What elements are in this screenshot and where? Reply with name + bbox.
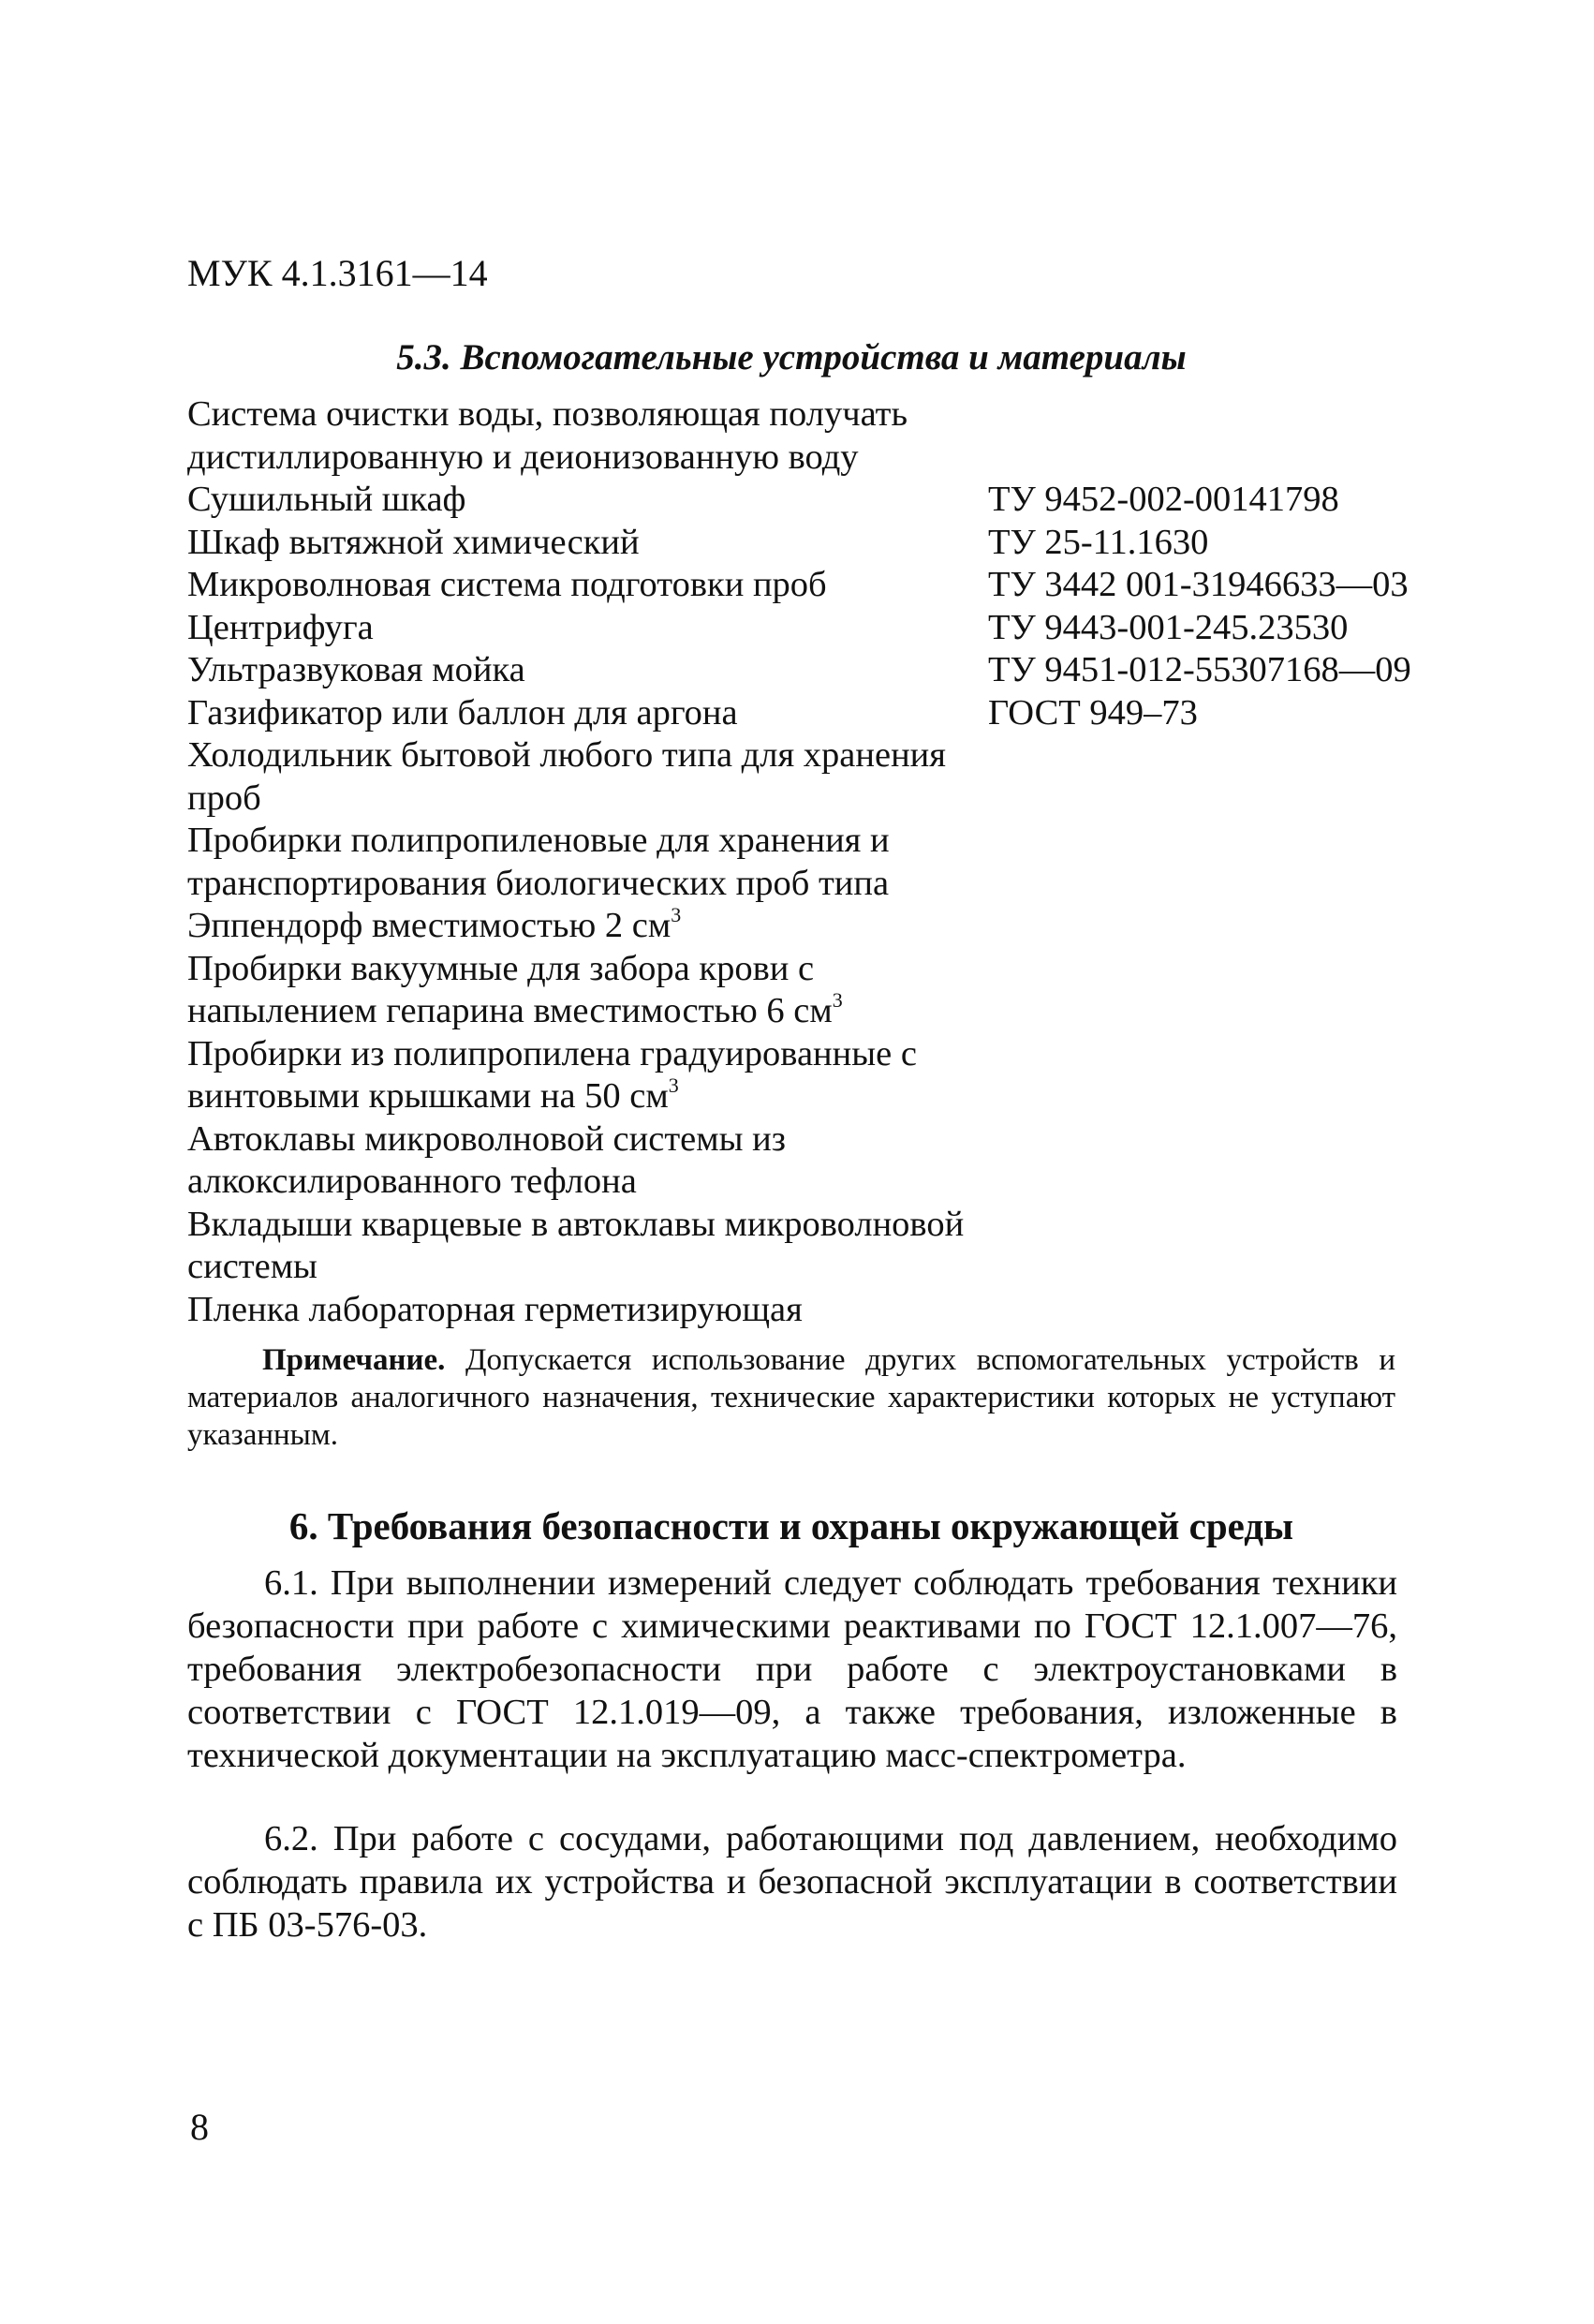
equipment-name: Пленка лабораторная герметизирующая bbox=[187, 1289, 803, 1329]
equipment-row bbox=[187, 948, 1442, 1033]
equipment-row bbox=[187, 734, 1442, 820]
equipment-row bbox=[187, 820, 1442, 948]
equipment-row bbox=[187, 692, 1442, 735]
page-number: 8 bbox=[190, 2106, 209, 2148]
equipment-row bbox=[187, 1289, 1442, 1332]
equipment-name bbox=[187, 1033, 983, 1118]
equipment-name: Система очистки воды, позволяющая получать дистиллированную и деионизованную воду bbox=[187, 394, 908, 477]
equipment-standard: ТУ 9451-012-55307168—09 bbox=[988, 650, 1411, 689]
equipment-standard: ТУ 3442 001-31946633—03 bbox=[988, 565, 1409, 604]
equipment-standard: ТУ 9452-002-00141798 bbox=[988, 480, 1339, 519]
superscript: 3 bbox=[671, 903, 682, 926]
equipment-name: Ультразвуковая мойка bbox=[187, 650, 525, 689]
equipment-standard: ТУ 9443-001-245.23530 bbox=[988, 607, 1349, 647]
equipment-name bbox=[187, 948, 983, 1033]
equipment-name: Автоклавы микроволновой системы из алкоксилированного тефлона bbox=[187, 1118, 786, 1201]
equipment-row bbox=[187, 564, 1442, 607]
paragraph: 6.2. При работе с сосудами, работающими под давлением, необходимо соблюдать правила их устройства и безопасной эксплуатации в соответствии с ПБ 03-576-03. bbox=[187, 1819, 1397, 1945]
paragraph: 6.1. При выполнении измерений следует соблюдать требования техники безопасности при работе с химическими реактивами по ГОСТ 12.1.007—76, требования электробезопасности при работе с электроустановками в соответствии с ГОСТ 12.1.019—09, а также требования, изложенные в технической документации на эксплуатацию масс-спектрометра. bbox=[187, 1563, 1397, 1775]
equipment-standard: ТУ 25-11.1630 bbox=[988, 522, 1209, 562]
equipment-name: Сушильный шкаф bbox=[187, 480, 466, 519]
equipment-row bbox=[187, 607, 1442, 650]
equipment-row bbox=[187, 522, 1442, 565]
equipment-standard: ГОСТ 949–73 bbox=[988, 692, 1198, 733]
superscript: 3 bbox=[832, 988, 843, 1012]
equipment-row bbox=[187, 1033, 1442, 1118]
equipment-row bbox=[187, 649, 1442, 692]
superscript: 3 bbox=[668, 1073, 679, 1097]
note-text: Допускается использование других вспомогательных устройств и материалов аналогичного назначения, технические характеристики которых не уступают указанным. bbox=[187, 1343, 1395, 1452]
chapter-heading: 6. Требования безопасности и охраны окружающей среды bbox=[288, 1504, 1294, 1547]
equipment-row bbox=[187, 1118, 1442, 1204]
equipment-name bbox=[187, 820, 983, 948]
equipment-name: Холодильник бытовой любого типа для хранения проб bbox=[187, 735, 946, 818]
equipment-name: Газификатор или баллон для аргона bbox=[187, 692, 738, 733]
equipment-name: Микроволновая система подготовки проб bbox=[187, 565, 827, 604]
note bbox=[187, 1341, 1395, 1454]
equipment-name: Шкаф вытяжной химический bbox=[187, 522, 640, 562]
equipment-row bbox=[187, 393, 1442, 479]
equipment-row bbox=[187, 479, 1442, 522]
equipment-name-text: Пробирки из полипропилена градуированные с винтовыми крышками на 50 см bbox=[187, 1033, 917, 1116]
section-heading: 5.3. Вспомогательные устройства и материалы bbox=[396, 337, 1187, 377]
note-label: Примечание. bbox=[262, 1343, 446, 1377]
equipment-row bbox=[187, 1204, 1442, 1289]
equipment-name: Центрифуга bbox=[187, 607, 374, 647]
equipment-name-text: Пробирки полипропиленовые для хранения и транспортирования биологических проб типа Эппендорф вместимостью 2 см bbox=[187, 821, 890, 945]
equipment-name: Вкладыши кварцевые в автоклавы микроволновой системы bbox=[187, 1204, 965, 1286]
document-code: МУК 4.1.3161—14 bbox=[187, 252, 488, 294]
equipment-name-text: Пробирки вакуумные для забора крови с напылением гепарина вместимостью 6 см bbox=[187, 948, 833, 1030]
equipment-list bbox=[187, 393, 1442, 1331]
